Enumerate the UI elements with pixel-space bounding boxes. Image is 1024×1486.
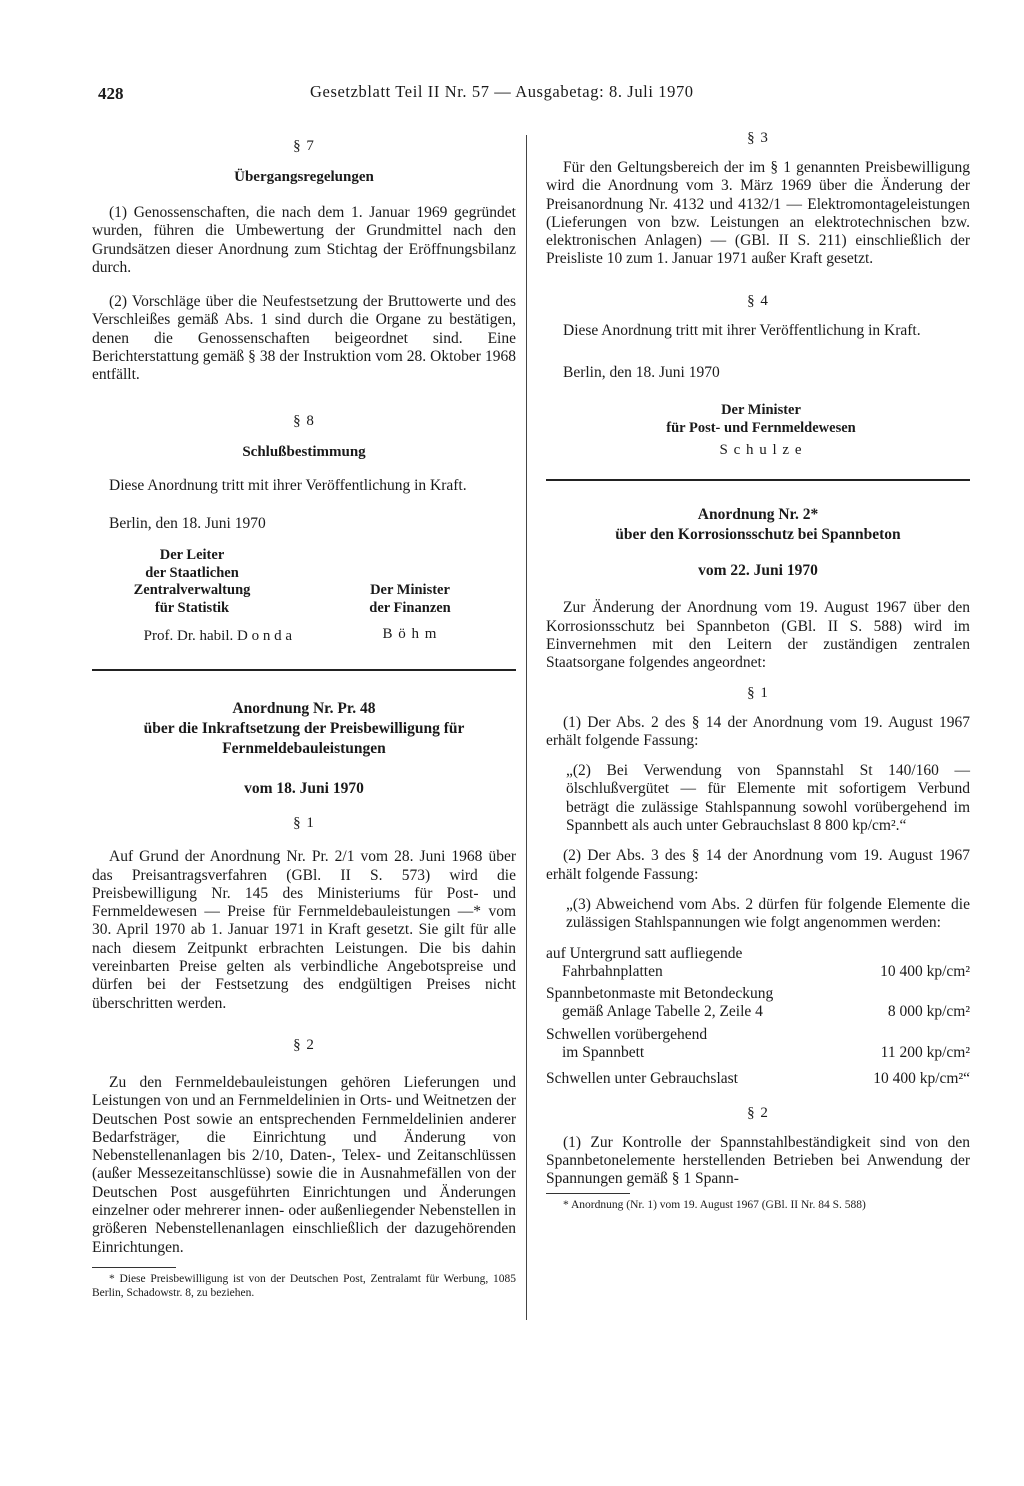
order-48-date: vom 18. Juni 1970 [244, 780, 364, 798]
order-2-quote-2: „(3) Abweichend vom Abs. 2 dürfen für folgende Elemente die zulässigen Stahlspannungen wie folgt angenommen werden: [566, 895, 970, 932]
section-7-sign: § 7 [293, 138, 315, 154]
signatory-statistics-name: Prof. Dr. habil. D o n d a [143, 628, 292, 645]
signatory-post: Der Minister für Post- und Fernmeldewesen [666, 402, 856, 436]
order-2-date: vom 22. Juni 1970 [698, 562, 818, 580]
section-7-heading: Übergangsregelungen [234, 169, 374, 185]
order-2-section-1-sign: § 1 [747, 684, 769, 701]
order-2-quote-1: „(2) Bei Verwendung von Spannstahl St 140/160 — ölschlußvergütet — für Elemente mit sofortigem Verbund beträgt die zulässige Stahlspannung sowohl vorübergehend im Spannbett als auch unter Gebrauchslast 8 800 kp/cm².“ [566, 762, 970, 835]
table-row-value: 11 200 kp/cm² [880, 1044, 970, 1062]
order-2-footnote: * Anordnung (Nr. 1) vom 19. August 1967 (GBl. II Nr. 84 S. 588) [563, 1198, 866, 1211]
table-row-value: 10 400 kp/cm² [880, 962, 970, 980]
order-2-section-1-paragraph-1: (1) Der Abs. 2 des § 14 der Anordnung vom 19. August 1967 erhält folgende Fassung: [546, 713, 970, 749]
signatory-statistics [92, 547, 292, 645]
right-footnote-rule [546, 1193, 630, 1194]
section-divider [92, 669, 516, 671]
right-place-date: Berlin, den 18. Juni 1970 [563, 364, 720, 382]
order-2-intro: Zur Änderung der Anordnung vom 19. August 1967 über den Korrosionsschutz bei Spannbeton (GBl. II S. 588) wird im Einvernehmen mit den Leitern der zuständigen zentralen Staatsorgane folgendes angeordnet: [546, 599, 970, 672]
table-row-label: Schwellen unter Gebrauchslast [546, 1070, 738, 1088]
section-8-sign: § 8 [293, 412, 315, 429]
order-2-section-2-sign: § 2 [747, 1104, 769, 1121]
section-4-sign: § 4 [747, 292, 769, 309]
section-8-paragraph: Diese Anordnung tritt mit ihrer Veröffentlichung in Kraft. [109, 476, 467, 494]
order-48-section-1-sign: § 1 [293, 815, 315, 832]
section-3-sign: § 3 [747, 130, 769, 146]
table-row-label: Schwellen vorübergehend [546, 1025, 708, 1043]
order-2-section-1-paragraph-2: (2) Der Abs. 3 des § 14 der Anordnung vom 19. August 1967 erhält folgende Fassung: [546, 847, 970, 883]
column-divider [526, 135, 527, 1320]
right-section-divider [546, 479, 970, 481]
table-row [546, 1070, 970, 1088]
footnote-rule [92, 1267, 176, 1268]
table-row-label: Spannbetonmaste mit Betondeckung [546, 985, 774, 1003]
section-7-paragraph-2: (2) Vorschläge über die Neufestsetzung der Bruttowerte und des Verschleißes gemäß Abs. 1 sind durch die Organe zu bestätigen, denen die Genossenschaften beigeordnet sind. Eine Berichterstattung gemäß § 38 der Instruktion vom 28. Oktober 1968 entfällt. [92, 293, 516, 384]
stress-table [546, 945, 970, 1089]
signatory-finance-name: B ö h m [382, 626, 438, 643]
table-row: Spannbetonmaste mit Betondeckung gemäß Anlage Tabelle 2, Zeile 4 8 000 kp/cm² [546, 985, 970, 1021]
table-row-value: 8 000 kp/cm² [887, 1003, 970, 1021]
table-row-value: 10 400 kp/cm²“ [873, 1070, 970, 1088]
left-place-date: Berlin, den 18. Juni 1970 [109, 514, 266, 532]
running-head: Gesetzblatt Teil II Nr. 57 — Ausgabetag: 8. Juli 1970 [310, 82, 694, 101]
signatory-statistics-title: Der Leiter der Staatlichen Zentralverwaltung für Statistik [133, 547, 251, 616]
section-4-paragraph: Diese Anordnung tritt mit ihrer Veröffentlichung in Kraft. [563, 321, 921, 339]
order-48-footnote: * Diese Preisbewilligung ist von der Deutschen Post, Zentralamt für Werbung, 1085 Berlin, Schadowstr. 8, zu beziehen. [92, 1272, 516, 1299]
page-number: 428 [98, 84, 124, 103]
left-signatures [92, 547, 516, 645]
section-3-paragraph: Für den Geltungsbereich der im § 1 genannten Preisbewilligung wird die Anordnung vom 3. März 1969 über die Änderung der Preisanordnung Nr. 4132 und 4132/1 — Elektromontageleistungen (Lieferungen von bzw. Leistungen an elektrotechnischen bzw. elektronischen Anlagen) — (GBl. II S. 211) einschließlich der Preisliste 10 zum 1. Januar 1971 außer Kraft gesetzt. [546, 159, 970, 268]
signatory-finance [340, 582, 480, 645]
table-row-label: auf Untergrund satt aufliegende [546, 944, 743, 962]
signatory-finance-title: Der Minister der Finanzen [369, 582, 451, 616]
section-8-heading: Schlußbestimmung [242, 443, 366, 460]
signatory-post-name: S c h u l z e [719, 442, 803, 459]
order-2-section-2-paragraph: (1) Zur Kontrolle der Spannstahlbeständigkeit sind von den Spannbetonelemente herstellenden Betrieben bei Anwendung der Spannungen gemäß § 1 Spann- [546, 1133, 970, 1188]
order-48-section-2-paragraph: Zu den Fernmeldebauleistungen gehören Lieferungen und Leistungen von und an Fernmeldelinien in Orts- und Weitnetzen der Deutschen Post sowie an entsprechenden Fernmeldelinien anderer Bedarfsträger, die Einrichtung und Änderung von Nebenstellenanlagen bis 2/10, Daten-, Telex- und Zeitanschlüssen (außer Messezeitanschlüsse) sowie die in Ausnahmefällen von der Deutschen Post ausgeführten Einrichtungen und Änderungen einzelner oder mehrerer innen- oder außenliegender Nebenstellen in größeren Nebenstellenanlagen einschließlich der dazugehörenden Einrichtungen. [92, 1073, 516, 1256]
right-column [546, 130, 970, 1212]
table-row: Schwellen vorübergehend im Spannbett 11 200 kp/cm² [546, 1025, 970, 1062]
order-48-section-1-paragraph: Auf Grund der Anordnung Nr. Pr. 2/1 vom 28. Juni 1968 über das Preisantragsverfahren (GBl. II S. 573) wird die Preisbewilligung Nr. 145 des Ministeriums für Post- und Fernmeldewesen — Preise für Fernmeldebauleistungen —* vom 30. April 1970 ab 1. Januar 1971 in Kraft gesetzt. Sie gilt für alle nach diesem Zeitpunkt erbrachten Leistungen. Die bis dahin vereinbarten Preise gelten als verbindliche Angebotspreise und dürfen bei der Festsetzung des endgültigen Preises nicht überschritten werden. [92, 848, 516, 1012]
order-48-section-2-sign: § 2 [293, 1036, 315, 1053]
order-2-title: Anordnung Nr. 2* über den Korrosionsschutz bei Spannbeton [615, 506, 901, 544]
table-row: auf Untergrund satt aufliegende Fahrbahnplatten 10 400 kp/cm² [546, 944, 970, 980]
order-48-title: Anordnung Nr. Pr. 48 über die Inkraftsetzung der Preisbewilligung für Fernmeldebauleistungen [143, 700, 465, 758]
left-column [92, 138, 516, 1300]
section-7-paragraph-1: (1) Genossenschaften, die nach dem 1. Januar 1969 gegründet wurden, führen die Umbewertung der Grundmittel nach den Grundsätzen dieser Anordnung zum Stichtag der Eröffnungsbilanz durch. [92, 204, 516, 276]
